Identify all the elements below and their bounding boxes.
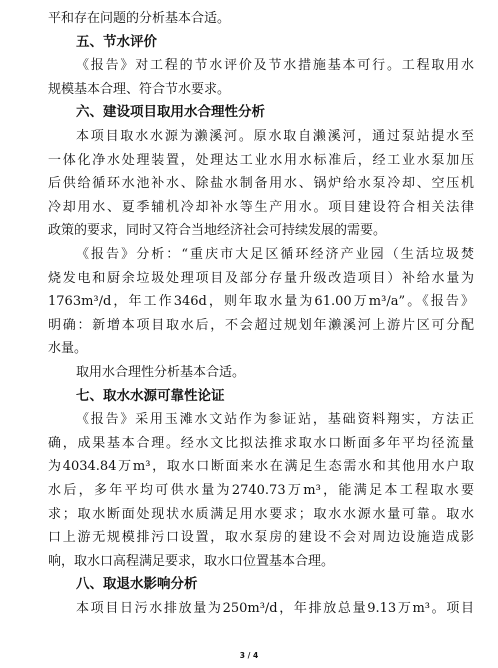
text-line: 本项目取水水源为濑溪河。原水取自濑溪河，通过泵站提水至 [76, 129, 474, 144]
text-line: 响，取水口高程满足要求，取水口位置基本合理。 [48, 553, 335, 569]
text-line: 平和存在问题的分析基本合适。 [48, 11, 231, 26]
text-line: 《报告》对工程的节水评价及节水措施基本可行。工程取用水 [76, 58, 474, 74]
text-line: 明确：新增本项目取水后，不会超过规划年濑溪河上游片区可分配 [48, 317, 474, 333]
section-heading: 七、取水水源可靠性论证 [76, 387, 225, 404]
page-number: 3 / 4 [239, 651, 259, 660]
text-line: 本项目日污水排放量为250m³/d，年排放总量9.13万m³。项目 [76, 601, 474, 616]
text-line: 烧发电和厨余垃圾处理项目及部分存量升级改造项目）补给水量为 [48, 270, 474, 286]
text-line: 求；取水断面处现状水质满足用水要求；取水水源水量可靠。取水 [48, 506, 474, 522]
text-line: 一体化净水处理装置，处理达工业水用水标准后，经工业水泵加压 [48, 152, 474, 168]
section-heading: 五、节水评价 [76, 33, 157, 50]
text-line: 后供给循环水池补水、除盐水制备用水、锅炉给水泵冷却、空压机 [48, 176, 474, 192]
text-line: 确，成果基本合理。经水文比拟法推求取水口断面多年平均径流量 [48, 435, 474, 451]
text-line: 水量。 [48, 341, 88, 357]
text-line: 冷却用水、夏季辅机冷却补水等生产用水。项目建设符合相关法律 [48, 199, 474, 215]
section-heading: 六、建设项目取用水合理性分析 [76, 104, 265, 121]
text-line: 为4034.84万m³，取水口断面来水在满足生态需水和其他用水户取 [48, 459, 474, 475]
text-line: 规模基本合理、符合节水要求。 [48, 81, 231, 97]
text-line: 《报告》分析：“重庆市大足区循环经济产业园（生活垃圾焚 [76, 247, 474, 262]
text-line: 口上游无规模排污口设置，取水泵房的建设不会对周边设施造成影 [48, 530, 474, 546]
text-line: 水后，多年平均可供水量为2740.73万m³，能满足本工程取水要 [48, 483, 474, 498]
text-line: 政策的要求，同时又符合当地经济社会可持续发展的需要。 [48, 223, 387, 239]
text-line: 1763m³/d，年工作346d，则年取水量为61.00万m³/a”。《报告》 [48, 294, 474, 310]
section-heading: 八、取退水影响分析 [76, 576, 198, 593]
text-line: 取用水合理性分析基本合适。 [76, 365, 246, 380]
text-line: 《报告》采用玉滩水文站作为参证站，基础资料翔实，方法正 [76, 412, 474, 428]
